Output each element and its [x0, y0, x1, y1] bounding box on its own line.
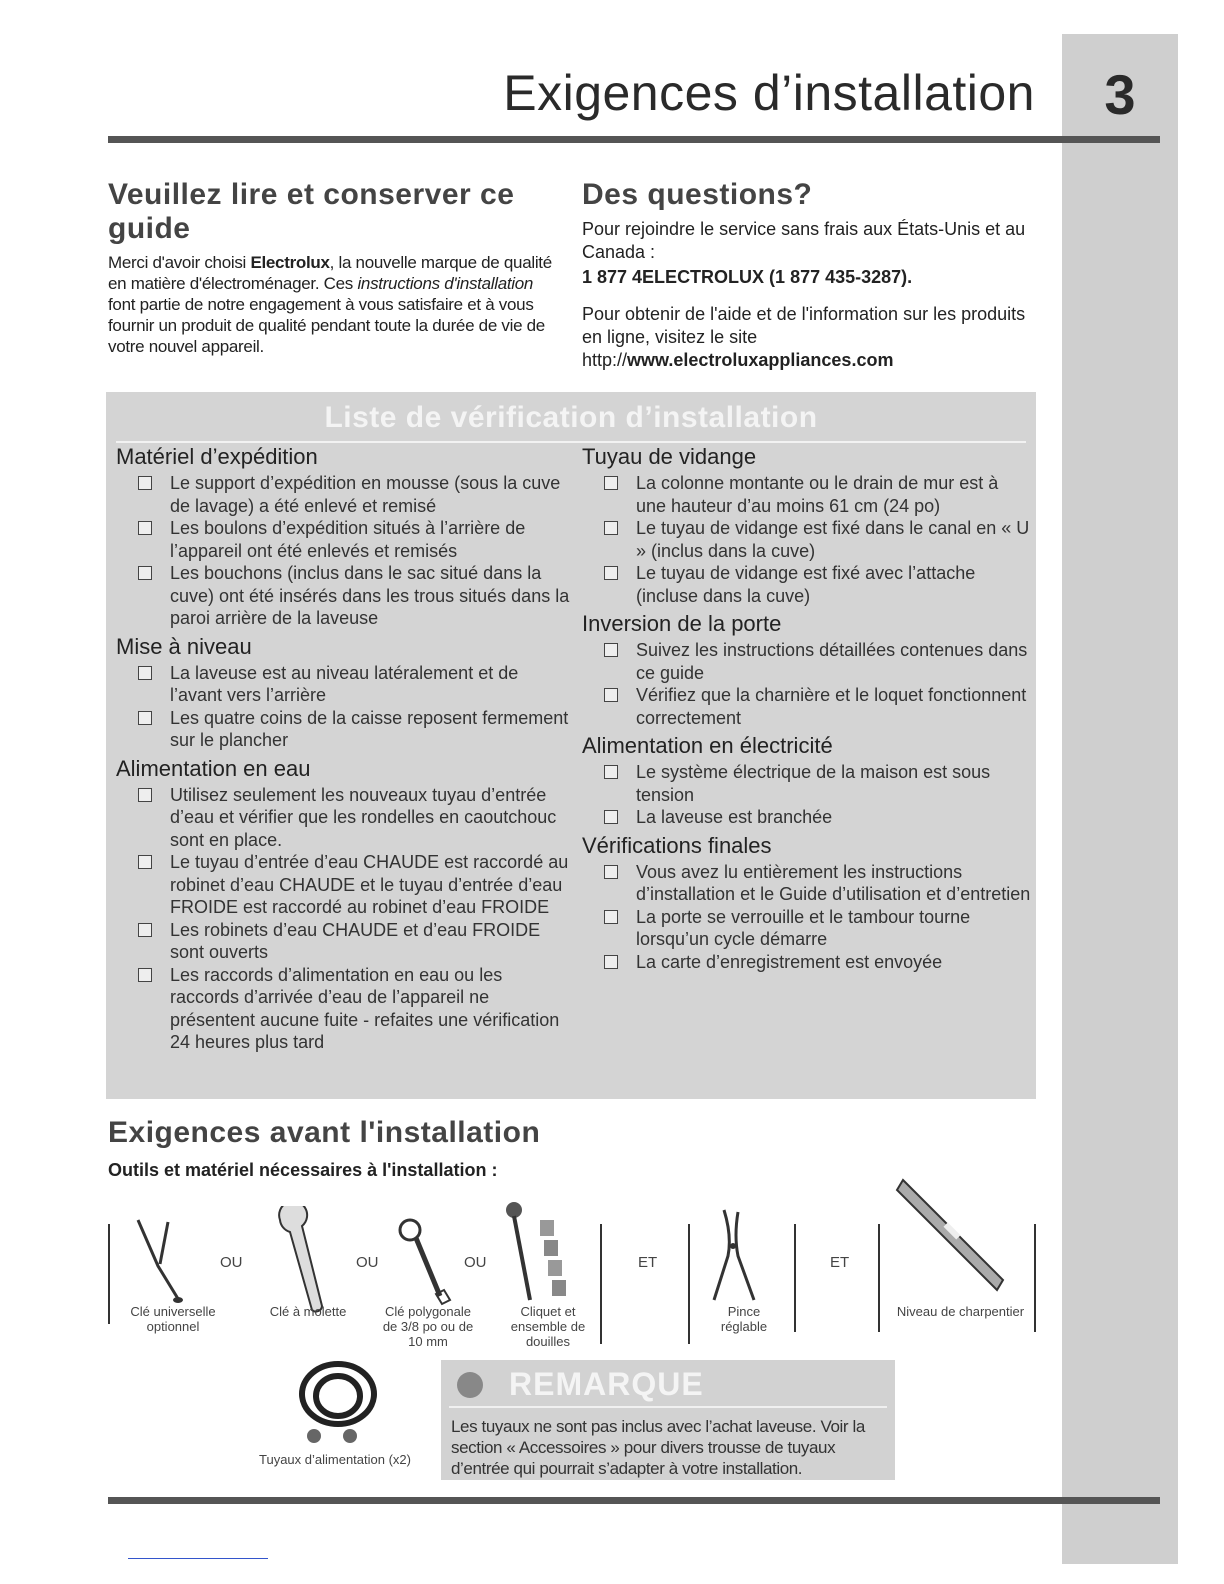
note-text: Les tuyaux ne sont pas inclus avec l’achat laveuse. Voir la section « Accessoires » pour divers trousse de tuyaux d’entrée qui pourrait s’adapter à votre installation.: [451, 1417, 865, 1478]
prereq-heading: Exigences avant l'installation: [108, 1116, 541, 1149]
checklist-right-column: [582, 444, 1032, 977]
and-label: ET: [830, 1254, 850, 1271]
checkbox-icon[interactable]: [138, 855, 152, 869]
checklist-item: [582, 639, 1032, 684]
checklist-group-heading: Matériel d’expédition: [116, 444, 318, 469]
checklist-group-heading: Tuyau de vidange: [582, 444, 757, 469]
checkbox-icon[interactable]: [138, 788, 152, 802]
hose-illustration: [250, 1360, 420, 1480]
checkbox-icon[interactable]: [604, 476, 618, 490]
checkbox-icon[interactable]: [138, 476, 152, 490]
checkbox-icon[interactable]: [138, 711, 152, 725]
prereq-section: [108, 1116, 540, 1181]
checklist-group: [116, 662, 571, 752]
checklist-item: [582, 906, 1032, 951]
checklist-item-text: Les boulons d’expédition situés à l’arrière de l’appareil ont été enlevés et remisés: [170, 518, 526, 561]
or-label: OU: [356, 1254, 379, 1271]
checklist-group-heading: Inversion de la porte: [582, 611, 782, 636]
checklist-item: [582, 951, 1032, 974]
checkbox-icon[interactable]: [604, 765, 618, 779]
checklist-group-heading: Vérifications finales: [582, 832, 772, 858]
checkbox-icon[interactable]: [604, 688, 618, 702]
checklist-item-text: La colonne montante ou le drain de mur est à une hauteur d’au moins 61 cm (24 po): [636, 473, 999, 516]
bottom-divider: [108, 1497, 1160, 1504]
installation-checklist: [106, 392, 1036, 1099]
checklist-left-column: [116, 444, 571, 1058]
intro-section: [108, 178, 558, 357]
checklist-item: [582, 517, 1032, 562]
checklist-item-text: La laveuse est branchée: [636, 807, 833, 827]
checklist-item-text: Les robinets d’eau CHAUDE et d’eau FROIDE sont ouverts: [170, 919, 541, 962]
checkbox-icon[interactable]: [138, 923, 152, 937]
questions-line2: Pour obtenir de l'aide et de l'information sur les produits en ligne, visitez le site http://www.electroluxappliances.com: [582, 304, 1026, 370]
checkbox-icon[interactable]: [138, 968, 152, 982]
tool-divider: [1034, 1224, 1036, 1332]
checkbox-icon[interactable]: [604, 566, 618, 580]
tool-divider: [688, 1224, 690, 1344]
footer-line: [128, 1558, 268, 1559]
website-link[interactable]: www.electroluxappliances.com: [627, 350, 894, 370]
checklist-item-text: Le tuyau d’entrée d’eau CHAUDE est raccordé au robinet d’eau CHAUDE et le tuyau d’entrée d’eau FROIDE est raccordé au robinet d’eau FROIDE: [170, 852, 569, 917]
checklist-item: [582, 861, 1032, 906]
checklist-item: [582, 472, 1032, 517]
box-wrench-label: Clé polygonale de 3/8 po ou de 10 mm: [382, 1304, 474, 1349]
chapter-number: 3: [1104, 63, 1136, 126]
checklist-item: [116, 964, 571, 1054]
intro-paragraph: Merci d'avoir choisi Electrolux, la nouvelle marque de qualité en matière d'électroménager. Ces instructions d'installation font partie de notre engagement à vous satisfaire et à vous fournir un produit de qualité pendant toute la durée de vie de votre nouvel appareil.: [108, 253, 552, 356]
adjustable-wrench-icon: [268, 1206, 338, 1316]
service-phone: 1 877 4ELECTROLUX (1 877 435-3287).: [582, 267, 913, 287]
checklist-item-text: Le tuyau de vidange est fixé dans le canal en « U » (inclus dans la cuve): [636, 518, 1030, 561]
prereq-subheading: Outils et matériel nécessaires à l'installation :: [108, 1160, 498, 1180]
checklist-item-text: La laveuse est au niveau latéralement et de l’avant vers l’arrière: [170, 662, 519, 705]
checklist-item: [116, 662, 571, 707]
note-title: REMARQUE: [509, 1366, 704, 1402]
checklist-item: [582, 806, 1032, 829]
adjustable-wrench-label: Clé à molette: [269, 1304, 347, 1319]
universal-key-icon: [128, 1216, 198, 1306]
or-label: OU: [464, 1254, 487, 1271]
checklist-group-heading: Mise à niveau: [116, 633, 252, 659]
checkbox-icon[interactable]: [604, 955, 618, 969]
checkbox-icon[interactable]: [604, 521, 618, 535]
checklist-item: [116, 517, 571, 562]
checklist-item-text: La carte d’enregistrement est envoyée: [636, 951, 943, 972]
tool-divider: [878, 1224, 880, 1332]
checkbox-icon[interactable]: [604, 643, 618, 657]
checklist-item: [116, 707, 571, 752]
questions-heading: Des questions?: [582, 178, 813, 211]
checkbox-icon[interactable]: [138, 566, 152, 580]
checklist-item: [116, 562, 571, 630]
socket-set-label: Cliquet et ensemble de douilles: [510, 1304, 586, 1349]
checklist-group: [582, 472, 1032, 607]
checkbox-icon[interactable]: [138, 666, 152, 680]
checklist-item-text: Le support d’expédition en mousse (sous la cuve de lavage) a été enlevé et remisé: [170, 473, 561, 516]
pliers-label: Pince réglable: [720, 1304, 768, 1334]
checklist-group: [582, 761, 1032, 829]
checklist-item: [116, 472, 571, 517]
checklist-item-text: Utilisez seulement les nouveaux tuyau d’entrée d’eau et vérifier que les rondelles en caoutchouc sont en place.: [170, 784, 557, 850]
pliers-icon: [704, 1206, 764, 1306]
checklist-group-heading: Alimentation en eau: [116, 755, 311, 781]
checklist-group: [116, 784, 571, 1054]
note-icon: [457, 1372, 483, 1398]
checklist-item-text: Les bouchons (inclus dans le sac situé dans la cuve) ont été insérés dans les trous situés dans la paroi arrière de la laveuse: [170, 563, 570, 628]
checklist-item: [116, 851, 571, 919]
checklist-item: [582, 562, 1032, 607]
checklist-item-text: Les quatre coins de la caisse reposent fermement sur le plancher: [170, 707, 569, 750]
or-label: OU: [220, 1254, 243, 1271]
checklist-group: [582, 861, 1032, 974]
checklist-item: [582, 761, 1032, 806]
checklist-item: [116, 784, 571, 852]
tools-row: [108, 1176, 1058, 1356]
checklist-item-text: Suivez les instructions détaillées contenues dans ce guide: [636, 640, 1028, 683]
checklist-group: [582, 639, 1032, 729]
level-icon: [893, 1176, 1013, 1296]
checklist-item-text: La porte se verrouille et le tambour tourne lorsqu’un cycle démarre: [636, 906, 971, 949]
checklist-divider: [116, 441, 1026, 443]
checklist-title: Liste de vérification d’installation: [324, 401, 818, 434]
hose-icon: [288, 1360, 388, 1446]
checklist-item: [116, 919, 571, 964]
checkbox-icon[interactable]: [604, 910, 618, 924]
note-divider: [449, 1406, 887, 1408]
hoses-label: Tuyaux d’alimentation (x2): [259, 1452, 411, 1467]
box-wrench-icon: [396, 1216, 456, 1306]
checklist-item-text: Le tuyau de vidange est fixé avec l’attache (incluse dans la cuve): [636, 563, 976, 606]
intro-heading: Veuillez lire et conserver ce guide: [108, 178, 515, 245]
tool-divider: [794, 1224, 796, 1332]
socket-set-icon: [500, 1200, 580, 1320]
checklist-item-text: Vérifiez que la charnière et le loquet fonctionnent correctement: [636, 685, 1027, 728]
checklist-item-text: Les raccords d’alimentation en eau ou les raccords d’arrivée d’eau de l’appareil ne présentent aucune fuite - refaites une vérification 24 heures plus tard: [170, 964, 560, 1052]
checkbox-icon[interactable]: [138, 521, 152, 535]
questions-line1: Pour rejoindre le service sans frais aux États-Unis et au Canada :: [582, 219, 1026, 262]
page-title: Exigences d’installation: [503, 65, 1035, 121]
and-label: ET: [638, 1254, 658, 1271]
checklist-group-heading: Alimentation en électricité: [582, 733, 833, 758]
questions-section: [582, 178, 1042, 372]
checklist-item-text: Le système électrique de la maison est sous tension: [636, 762, 991, 805]
checkbox-icon[interactable]: [604, 810, 618, 824]
brand-name: Electrolux: [250, 253, 330, 272]
checkbox-icon[interactable]: [604, 865, 618, 879]
universal-key-label: Clé universelle optionnel: [130, 1304, 216, 1334]
checklist-group: [116, 472, 571, 630]
checklist-item-text: Vous avez lu entièrement les instructions d’installation et le Guide d’utilisation et d’entretien: [636, 861, 1031, 904]
note-box: [441, 1360, 895, 1480]
chapter-side-bar: [1062, 34, 1178, 1564]
level-label: Niveau de charpentier: [896, 1304, 1025, 1319]
top-divider: [108, 136, 1160, 143]
checklist-item: [582, 684, 1032, 729]
tool-divider: [600, 1224, 602, 1344]
